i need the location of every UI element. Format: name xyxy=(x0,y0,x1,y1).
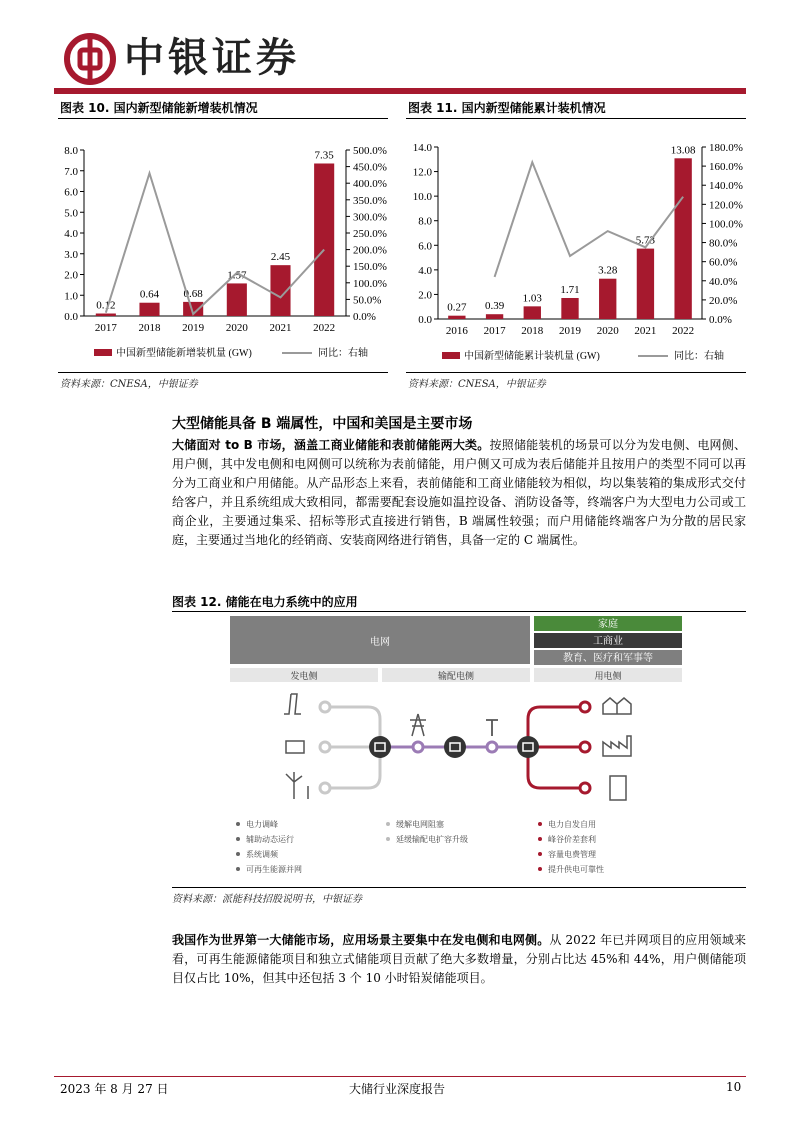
footer-date: 2023 年 8 月 27 日 xyxy=(60,1082,169,1096)
gen-node xyxy=(320,783,330,793)
brand-name: 中银证券 xyxy=(124,35,300,81)
y2-tick-label: 50.0% xyxy=(353,294,382,307)
trans-node xyxy=(413,742,423,752)
y-tick-label: 8.0 xyxy=(64,145,78,157)
fig10-title-rule xyxy=(58,118,388,119)
bar-data-label: 0.64 xyxy=(139,288,160,301)
wind-turbine-icon xyxy=(286,772,308,799)
gen-link xyxy=(325,776,380,788)
y-tick-label: 3.0 xyxy=(64,248,78,261)
y-tick-label: 5.0 xyxy=(64,207,78,220)
fig12-title: 图表 12. 储能在电力系统中的应用 xyxy=(172,595,358,609)
house-icon xyxy=(603,698,631,714)
section-heading: 大型储能具备 B 端属性，中国和美国是主要市场 xyxy=(172,416,473,432)
y2-tick-label: 450.0% xyxy=(353,161,387,174)
bar-data-label: 0.27 xyxy=(447,301,467,314)
gen-header-label: 发电侧 xyxy=(290,672,318,682)
closing-paragraph xyxy=(172,931,746,988)
power-plant-icon xyxy=(284,694,301,714)
user-list-bullet xyxy=(538,852,542,856)
y-tick-label: 10.0 xyxy=(412,191,432,204)
gen-list-item: 可再生能源并网 xyxy=(246,865,302,874)
user-list-bullet xyxy=(538,822,542,826)
section-paragraph-lead: 大储面对 to B 市场，涵盖工商业储能和表前储能两大类。 xyxy=(172,438,490,452)
user-link xyxy=(528,707,585,719)
y2-tick-label: 350.0% xyxy=(353,194,387,207)
bar-data-label: 13.08 xyxy=(670,144,696,157)
fig11-title: 图表 11. 国内新型储能累计装机情况 xyxy=(408,101,606,115)
x-tick-label: 2016 xyxy=(445,325,468,337)
fig10-chart xyxy=(58,122,394,362)
y2-tick-label: 160.0% xyxy=(709,161,743,174)
section-paragraph xyxy=(172,436,746,550)
y2-tick-label: 40.0% xyxy=(709,275,738,288)
fig12-bottom-rule xyxy=(172,887,746,888)
y2-tick-label: 20.0% xyxy=(709,294,738,307)
y2-tick-label: 140.0% xyxy=(709,180,743,193)
y-tick-label: 6.0 xyxy=(418,240,432,253)
home-banner-label: 家庭 xyxy=(598,619,618,630)
x-tick-label: 2021 xyxy=(269,322,292,334)
yoy-line xyxy=(106,173,324,314)
y2-tick-label: 250.0% xyxy=(353,228,387,240)
y-tick-label: 0.0 xyxy=(418,314,432,326)
legend-bar-label: 中国新型储能累计装机量 (GW) xyxy=(464,351,600,362)
x-tick-label: 2018 xyxy=(138,322,161,334)
gen-node xyxy=(320,742,330,752)
bar-data-label: 0.12 xyxy=(96,299,116,312)
battery-icon xyxy=(369,736,391,758)
fig12-title-rule xyxy=(172,611,746,612)
y2-tick-label: 500.0% xyxy=(353,145,387,157)
x-tick-label: 2022 xyxy=(313,322,336,334)
fig10-bottom-rule xyxy=(58,372,388,373)
x-tick-label: 2018 xyxy=(521,325,544,337)
user-list-item: 容量电费管理 xyxy=(548,850,596,859)
fig12-diagram xyxy=(228,614,688,884)
y2-tick-label: 100.0% xyxy=(353,277,387,290)
legend-bar-swatch xyxy=(94,349,112,356)
legend-line-label: 同比：右轴 xyxy=(674,351,724,362)
y-tick-label: 8.0 xyxy=(418,215,432,228)
bar xyxy=(448,316,465,319)
user-list-item: 提升供电可靠性 xyxy=(548,865,604,874)
x-tick-label: 2019 xyxy=(559,325,581,337)
bar xyxy=(227,283,247,316)
user-node xyxy=(580,783,590,793)
battery-icon xyxy=(517,736,539,758)
footer-page-number: 10 xyxy=(726,1080,742,1094)
y-tick-label: 0.0 xyxy=(64,311,78,323)
bar xyxy=(486,314,503,319)
trans-node xyxy=(487,742,497,752)
bar-data-label: 0.68 xyxy=(183,287,203,300)
y-tick-label: 7.0 xyxy=(64,165,78,178)
utility-pole-icon xyxy=(486,720,498,736)
fig10-title: 图表 10. 国内新型储能新增装机情况 xyxy=(60,101,258,115)
y-tick-label: 2.0 xyxy=(418,289,432,302)
building-icon xyxy=(610,776,626,800)
bar-data-label: 1.57 xyxy=(227,269,247,282)
trans-list-bullet xyxy=(386,822,390,826)
fig11-bottom-rule xyxy=(406,372,746,373)
user-list-bullet xyxy=(538,837,542,841)
gen-link xyxy=(325,707,380,719)
transmission-tower-icon xyxy=(410,714,426,736)
bar xyxy=(561,298,578,319)
bar xyxy=(637,249,654,319)
legend-bar-swatch xyxy=(442,352,460,359)
y2-tick-label: 400.0% xyxy=(353,178,387,191)
user-node xyxy=(580,742,590,752)
y-tick-label: 12.0 xyxy=(412,166,432,179)
bar-data-label: 1.03 xyxy=(522,292,542,305)
bar xyxy=(314,163,334,316)
trans-list-bullet xyxy=(386,837,390,841)
y-tick-label: 1.0 xyxy=(64,290,78,303)
fig11-title-rule xyxy=(406,118,746,119)
gen-list-item: 系统调频 xyxy=(246,850,278,859)
fig11-source: 资料来源：CNESA，中银证券 xyxy=(408,379,546,390)
gen-list-bullet xyxy=(236,837,240,841)
gen-list-bullet xyxy=(236,852,240,856)
header-divider xyxy=(54,88,746,94)
legend-line-label: 同比：右轴 xyxy=(318,348,368,359)
bar-data-label: 0.39 xyxy=(484,300,505,313)
user-header-label: 用电侧 xyxy=(594,672,622,682)
bar-data-label: 2.45 xyxy=(270,251,291,264)
y-tick-label: 14.0 xyxy=(412,142,432,154)
x-tick-label: 2017 xyxy=(483,325,506,337)
bar xyxy=(524,306,541,319)
user-list-item: 峰谷价差套利 xyxy=(548,835,596,844)
gen-node xyxy=(320,702,330,712)
y2-tick-label: 60.0% xyxy=(709,256,738,269)
y2-tick-label: 150.0% xyxy=(353,261,387,274)
user-link xyxy=(528,776,585,788)
bar xyxy=(674,158,691,319)
fig10-source: 资料来源：CNESA，中银证券 xyxy=(60,379,198,390)
yoy-line xyxy=(495,162,684,277)
x-tick-label: 2022 xyxy=(672,325,695,337)
gen-list-bullet xyxy=(236,867,240,871)
x-tick-label: 2020 xyxy=(225,322,248,334)
closing-paragraph-lead: 我国作为世界第一大储能市场，应用场景主要集中在发电侧和电网侧。 xyxy=(172,933,550,947)
solar-panel-icon xyxy=(286,741,304,753)
y-tick-label: 6.0 xyxy=(64,186,78,199)
y2-tick-label: 0.0% xyxy=(353,311,376,323)
y-tick-label: 4.0 xyxy=(64,228,78,240)
bar-data-label: 5.73 xyxy=(635,234,656,247)
y-tick-label: 2.0 xyxy=(64,269,78,282)
bar-data-label: 7.35 xyxy=(314,149,334,162)
user-list-bullet xyxy=(538,867,542,871)
footer-title: 大储行业深度报告 xyxy=(348,1082,445,1096)
bar-data-label: 1.71 xyxy=(560,283,580,296)
y2-tick-label: 80.0% xyxy=(709,237,738,250)
trans-list-item: 延缓输配电扩容升级 xyxy=(396,835,468,844)
user-list-item: 电力自发自用 xyxy=(548,820,596,829)
bar xyxy=(96,314,116,316)
section-paragraph-body: 按照储能装机的场景可以分为发电侧、电网侧、用户侧，其中发电侧和电网侧可以统称为表前储能，用户侧又可成为表后储能并且按用户的类型不同可以再分为工商业和户用储能。从产品形态上来看，表前储能和工商业储能较为相似，均以集装箱的集成形式交付给客户，并且系统组成大致相同，都需要配套设施如温控设备、消防设备等，终端客户为大型电力公司或工商企业，主要通过集采、招标等形式直接进行销售，B 端属性较强；而户用储能终端客户为分散的居民家庭，主要通过当地化的经销商、安装商网络进行销售，具备一定的 C 端属性。 xyxy=(172,438,746,547)
y2-tick-label: 0.0% xyxy=(709,314,732,326)
legend-bar-label: 中国新型储能新增装机量 (GW) xyxy=(116,348,252,359)
gen-list-item: 电力调峰 xyxy=(246,820,278,829)
fig11-chart xyxy=(406,122,752,362)
battery-icon xyxy=(444,736,466,758)
trans-header-label: 输配电侧 xyxy=(437,672,475,682)
bar-data-label: 3.28 xyxy=(598,264,618,277)
user-node xyxy=(580,702,590,712)
trans-list-item: 缓解电网阻塞 xyxy=(396,820,444,829)
y2-tick-label: 180.0% xyxy=(709,142,743,154)
commercial-banner-label: 工商业 xyxy=(593,636,623,647)
closing-paragraph-body: 从 2022 年已并网项目的应用领域来看，可再生能源储能项目和独立式储能项目贡献了绝大多数增量，分别占比达 45%和 44%，用户侧储能项目仅占比 10%，但其中还包括 3 个 10 小时铅炭储能项目。 xyxy=(172,933,746,985)
grid-banner-label: 电网 xyxy=(370,637,390,648)
x-tick-label: 2020 xyxy=(596,325,619,337)
y2-tick-label: 300.0% xyxy=(353,211,387,224)
y2-tick-label: 200.0% xyxy=(353,244,387,257)
factory-icon xyxy=(603,736,631,756)
footer-divider xyxy=(54,1076,746,1077)
y2-tick-label: 100.0% xyxy=(709,218,743,231)
y-tick-label: 4.0 xyxy=(418,264,432,277)
gen-list-item: 辅助动态运行 xyxy=(246,835,294,844)
bar xyxy=(139,303,159,316)
x-tick-label: 2017 xyxy=(94,322,117,334)
boc-logo-icon xyxy=(64,33,116,85)
gen-list-bullet xyxy=(236,822,240,826)
fig12-source: 资料来源：派能科技招股说明书，中银证券 xyxy=(172,894,362,905)
x-tick-label: 2019 xyxy=(182,322,205,334)
x-tick-label: 2021 xyxy=(634,325,657,337)
y2-tick-label: 120.0% xyxy=(709,199,743,212)
edu-banner-label: 教育、医疗和军事等 xyxy=(563,653,653,664)
bar xyxy=(599,279,616,319)
